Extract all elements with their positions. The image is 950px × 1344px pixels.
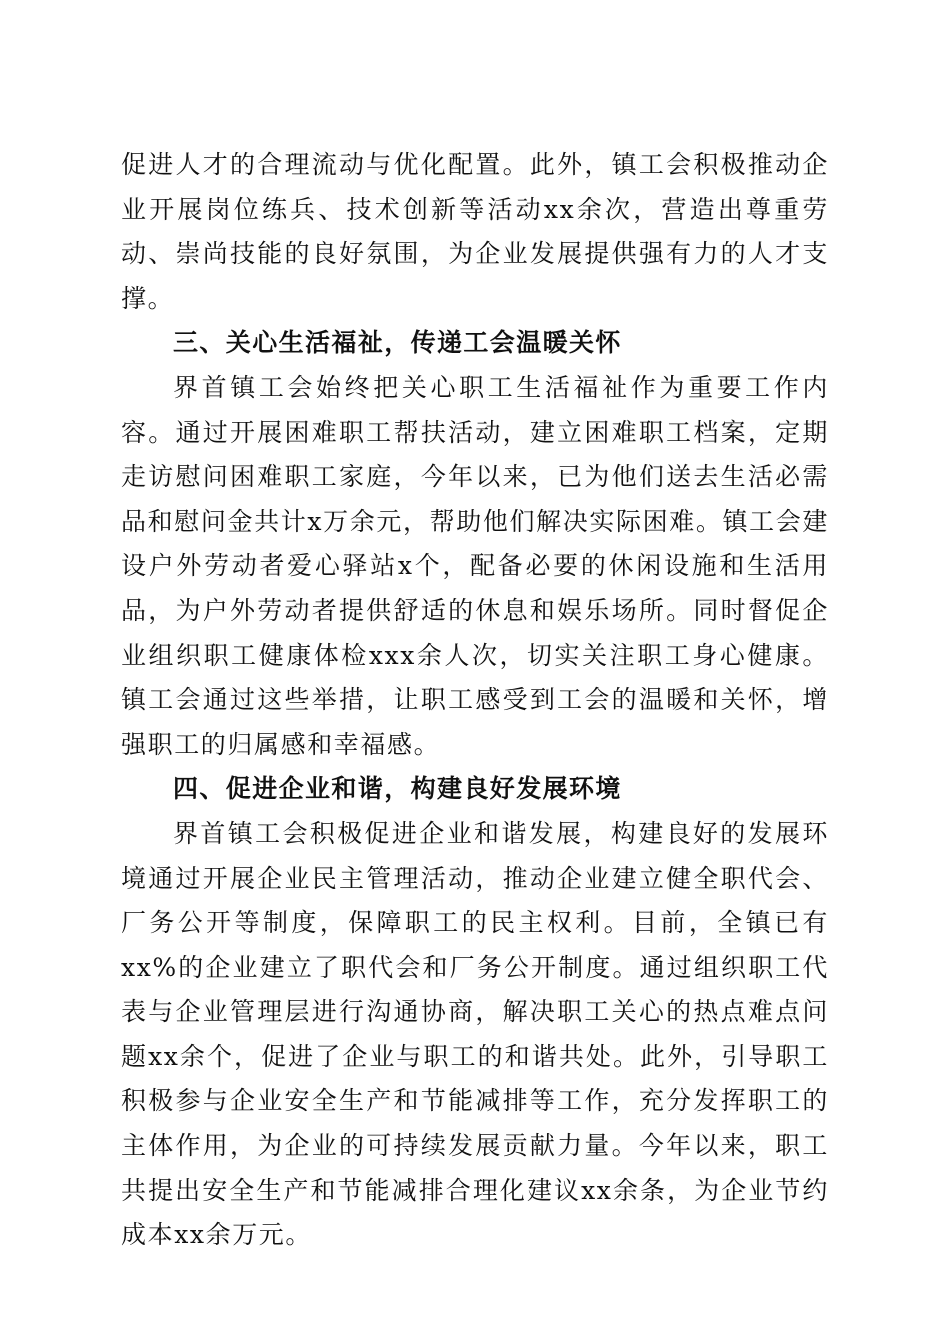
- paragraph-harmony: 界首镇工会积极促进企业和谐发展，构建良好的发展环境通过开展企业民主管理活动，推动企业建立健全职代会、厂务公开等制度，保障职工的民主权利。目前，全镇已有xx%的企业建立了职代会和厂务公开制度。通过组织职工代表与企业管理层进行沟通协商，解决职工关心的热点难点问题xx余个，促进了企业与职工的和谐共处。此外，引导职工积极参与企业安全生产和节能减排等工作，充分发挥职工的主体作用，为企业的可持续发展贡献力量。今年以来，职工共提出安全生产和节能减排合理化建议xx余条，为企业节约成本xx余万元。: [121, 818, 829, 1250]
- document-body: [121, 143, 829, 1258]
- paragraph-talent: 促进人才的合理流动与优化配置。此外，镇工会积极推动企业开展岗位练兵、技术创新等活动xx余次，营造出尊重劳动、崇尚技能的良好氛围，为企业发展提供强有力的人才支撑。: [121, 150, 829, 313]
- section-heading-3: 三、关心生活福祉，传递工会温暖关怀: [173, 328, 622, 358]
- paragraph-welfare: 界首镇工会始终把关心职工生活福祉作为重要工作内容。通过开展困难职工帮扶活动，建立困难职工档案，定期走访慰问困难职工家庭，今年以来，已为他们送去生活必需品和慰问金共计x万余元，帮助他们解决实际困难。镇工会建设户外劳动者爱心驿站x个，配备必要的休闲设施和生活用品，为户外劳动者提供舒适的休息和娱乐场所。同时督促企业组织职工健康体检xxx余人次，切实关注职工身心健康。镇工会通过这些举措，让职工感受到工会的温暖和关怀，增强职工的归属感和幸福感。: [121, 372, 829, 759]
- section-heading-4: 四、促进企业和谐，构建良好发展环境: [173, 774, 622, 804]
